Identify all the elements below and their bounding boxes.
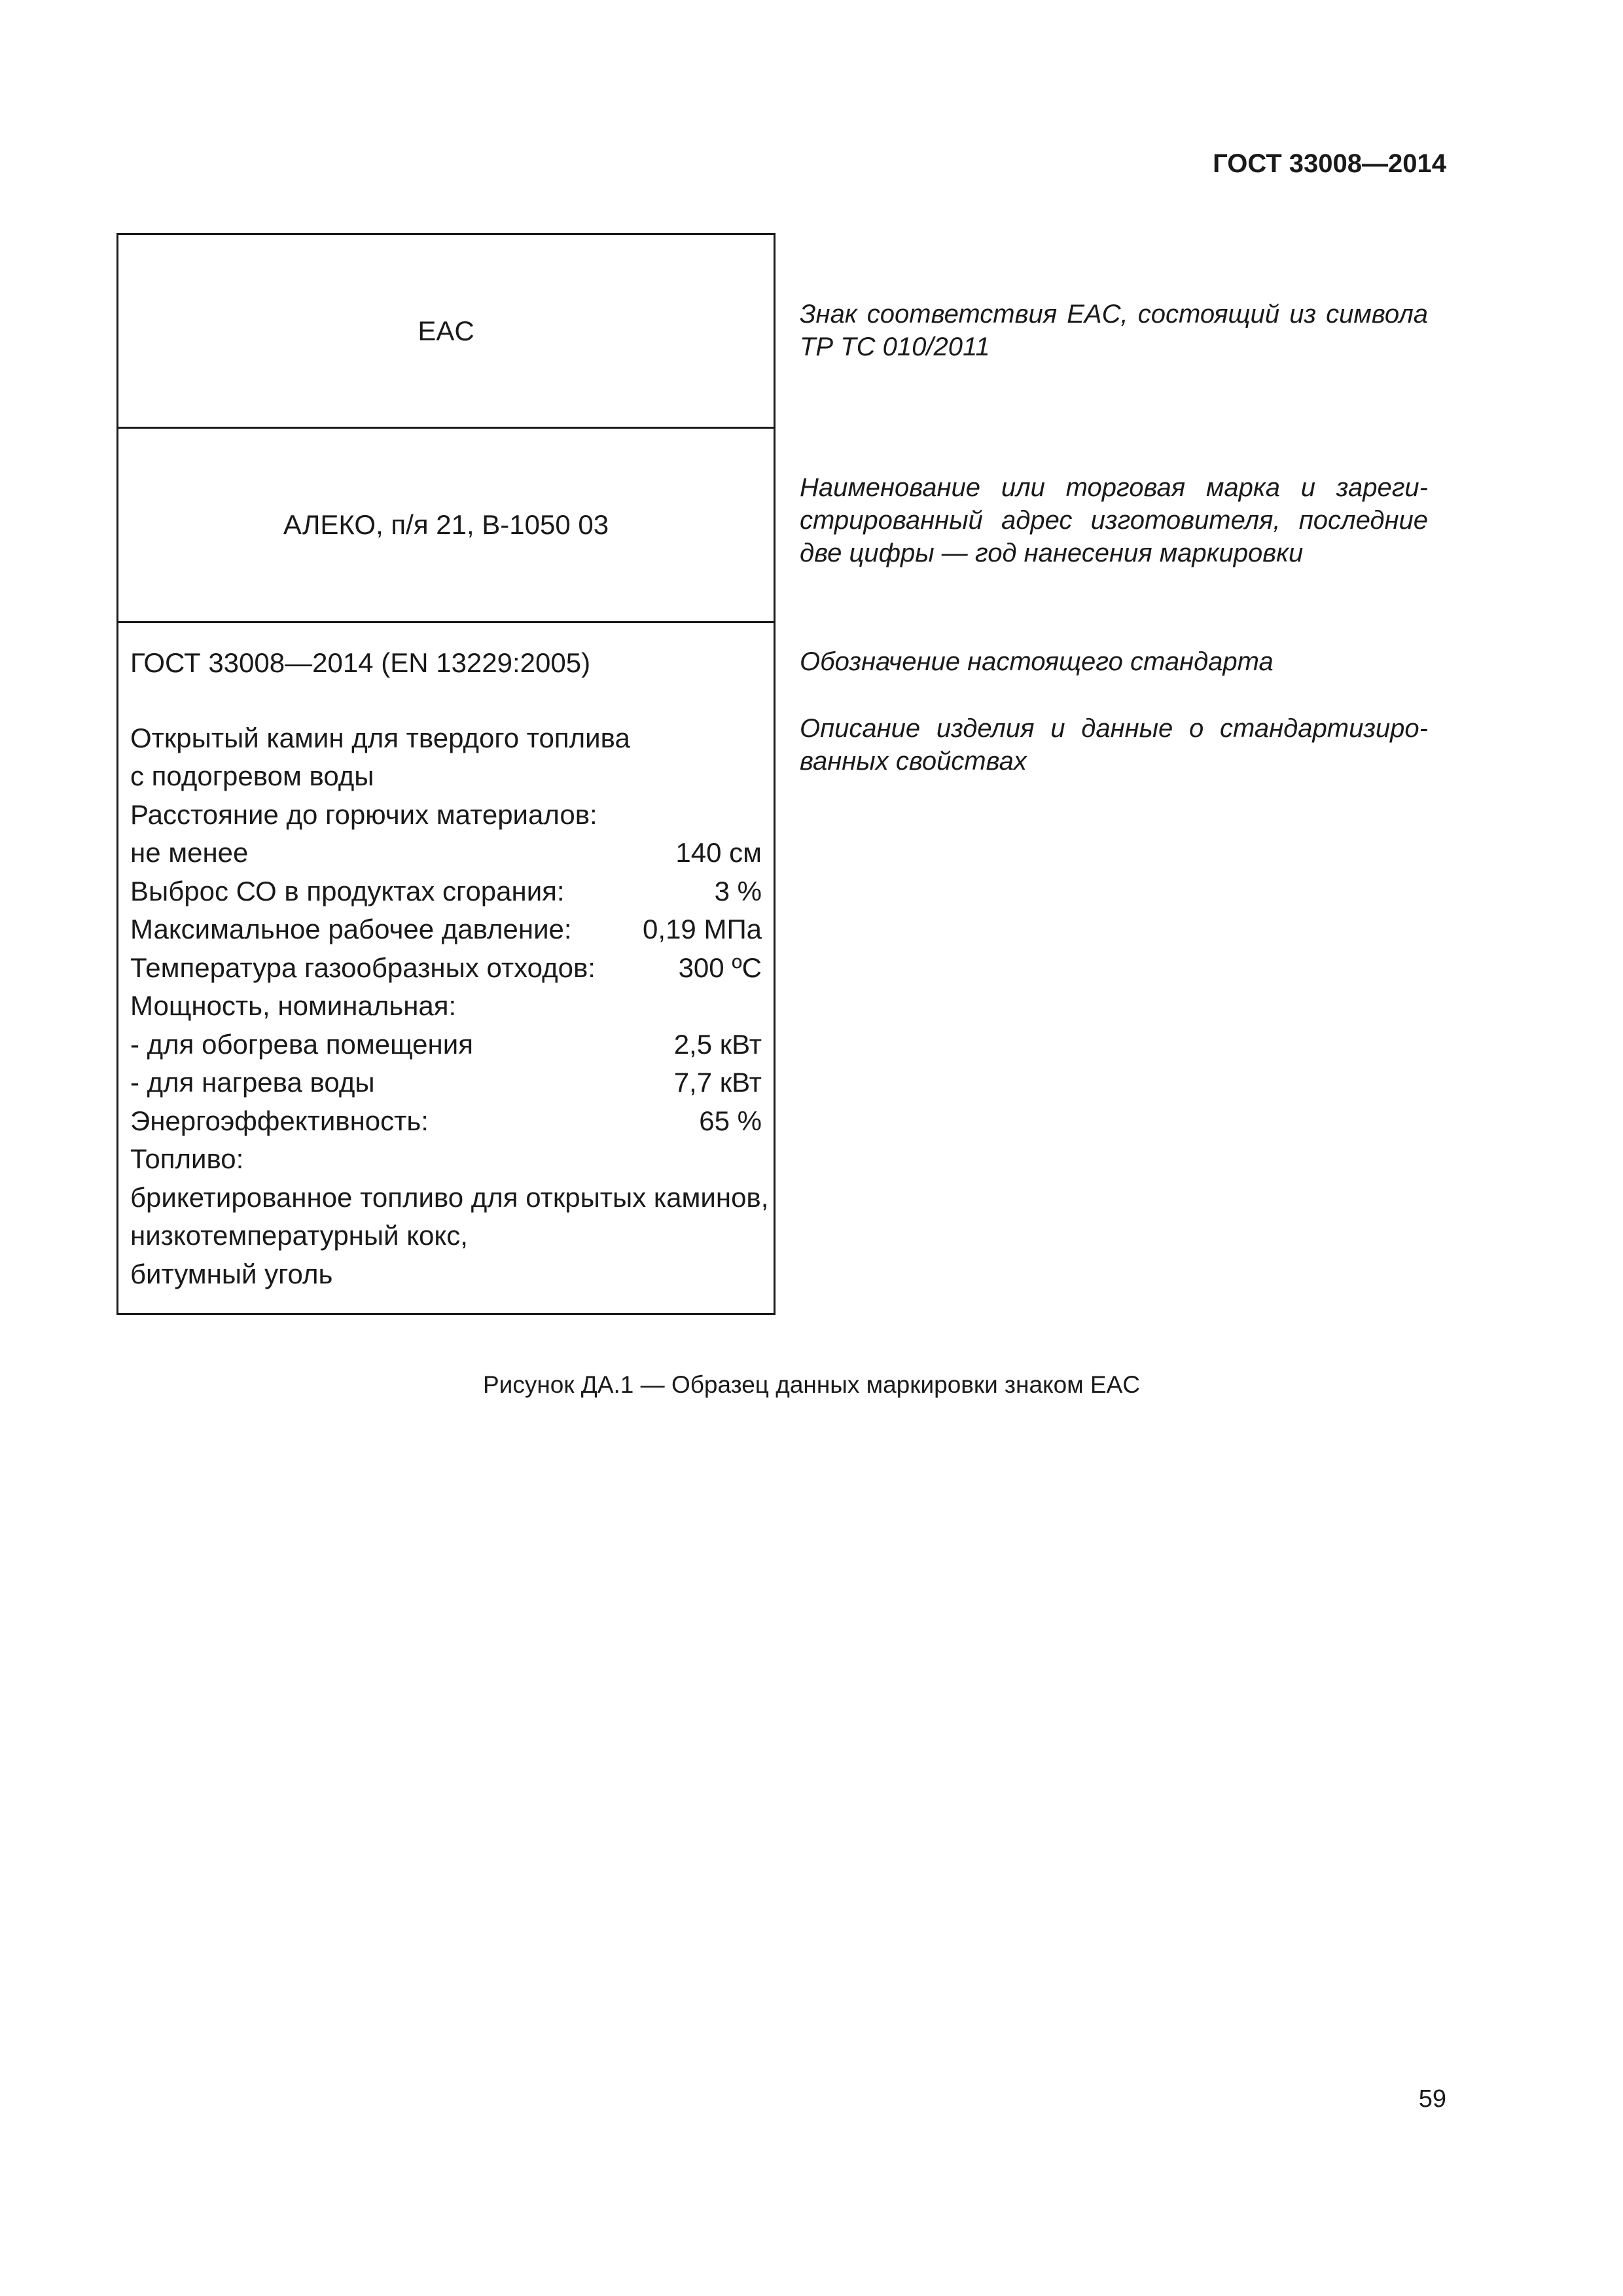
spec-label: - для обогрева помещения xyxy=(130,1028,473,1060)
annotation-manufacturer: Наименование или торговая марка и зарегистрированный адрес изготовителя, последние две цифры — год нанесения маркировки xyxy=(800,473,1428,567)
figure-caption: Рисунок ДА.1 — Образец данных маркировки знаком EAC xyxy=(482,1371,1141,1398)
spec-row xyxy=(130,872,762,911)
power-heading: Мощность, номинальная: xyxy=(130,990,457,1021)
manufacturer-cell xyxy=(118,429,774,623)
spec-value: 2,5 кВт xyxy=(673,1028,762,1060)
annotation-eac-mark: Знак соответствия EAC, состоящий из символа ТР ТС 010/2011 xyxy=(800,300,1428,361)
spec-row xyxy=(130,949,762,988)
spec-row xyxy=(130,834,762,872)
spec-label: Выброс СО в продуктах сгорания: xyxy=(130,875,565,906)
fuel-line: брикетированное топливо для открытых каминов, xyxy=(130,1181,769,1213)
spec-row xyxy=(130,1026,762,1064)
fuel-line: битумный уголь xyxy=(130,1258,333,1289)
marking-sample-table xyxy=(116,233,776,1315)
spacer xyxy=(130,683,762,719)
spec-row xyxy=(130,1064,762,1102)
standard-line: ГОСТ 33008—2014 (EN 13229:2005) xyxy=(130,647,591,678)
spec-label: не менее xyxy=(130,837,249,868)
eac-mark-text: EAC xyxy=(418,315,474,346)
page-number: 59 xyxy=(1418,2085,1446,2113)
manufacturer-text: АЛЕКО, п/я 21, В-1050 03 xyxy=(283,509,609,540)
eac-mark-cell xyxy=(118,235,774,429)
fuel-line: низкотемпературный кокс, xyxy=(130,1220,468,1251)
spec-label: Энергоэффективность: xyxy=(130,1105,429,1136)
spec-value: 65 % xyxy=(699,1105,762,1136)
spec-value: 140 см xyxy=(675,837,762,868)
document-id-header: ГОСТ 33008—2014 xyxy=(1213,149,1446,178)
spec-value: 300 ºС xyxy=(678,952,762,983)
spec-value: 3 % xyxy=(714,875,762,906)
spec-value: 7,7 кВт xyxy=(673,1067,762,1098)
fuel-line: Топливо: xyxy=(130,1143,244,1174)
product-info-cell xyxy=(118,623,774,1313)
product-line: Открытый камин для твердого топлива xyxy=(130,722,630,753)
spec-value: 0,19 МПа xyxy=(643,914,762,944)
spec-label: Температура газообразных отходов: xyxy=(130,952,596,983)
spec-row xyxy=(130,1102,762,1141)
product-line: Расстояние до горючих материалов: xyxy=(130,798,597,830)
spec-label: Максимальное рабочее давление: xyxy=(130,914,572,944)
product-line: с подогревом воды xyxy=(130,761,374,791)
annotation-standard: Обозначение настоящего стандарта xyxy=(800,647,1274,676)
annotation-product-description: Описание изделия и данные о стандартизированных свойствах xyxy=(800,714,1428,776)
spec-row xyxy=(130,910,762,949)
spec-label: - для нагрева воды xyxy=(130,1067,375,1098)
